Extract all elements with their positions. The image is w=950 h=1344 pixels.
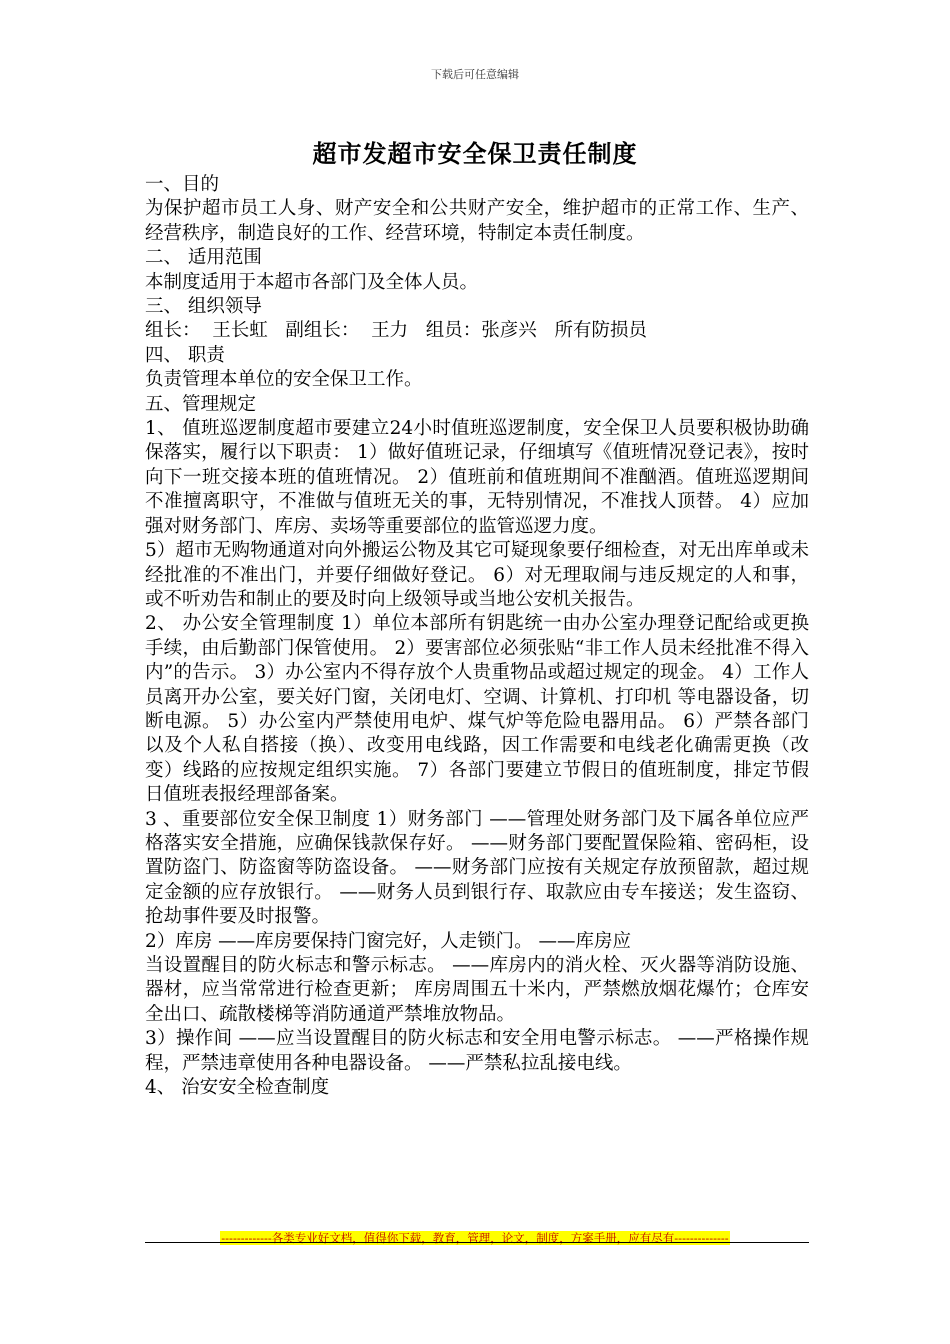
footer-banner: [0, 1227, 950, 1246]
rule-warehouse-continued: 当设置醒目的防火标志和警示标志。 ——库房内的消火栓、灭火器等消防设施、器材，应当常常进行检查更新； 库房周围五十米内，严禁燃放烟花爆竹；仓库安全出口、疏散楼梯等消防通道严禁堆放物品。: [145, 955, 809, 1025]
header-note: 下载后可任意编辑: [431, 68, 519, 81]
rule-patrol-continued: 5）超市无购物通道对向外搬运公物及其它可疑现象要仔细检查，对无出库单或未经批准的不准出门，并要仔细做好登记。 6）对无理取闹与违反规定的人和事，或不听劝告和制止的要及时向上级领导或当地公安机关报告。: [145, 540, 809, 610]
rule-office-safety: 2、 办公安全管理制度 1）单位本部所有钥匙统一由办公室办理登记配给或更换手续，由后勤部门保管使用。 2）要害部位必须张贴“非工作人员未经批准不得入内”的告示。 3）办公室内不得存放个人贵重物品或超过规定的现金。 4）工作人员离开办公室，要关好门窗，关闭电灯、空调、计算机、打印机 等电器设备，切断电源。 5）办公室内严禁使用电炉、煤气炉等危险电器用品。 6）严禁各部门以及个人私自搭接（换）、改变用电线路，因工作需要和电线老化确需更换（改变）线路的应按规定组织实施。 7）各部门要建立节假日的值班制度，排定节假日值班表报经理部备案。: [145, 613, 809, 806]
document-body: [145, 173, 809, 1100]
scope-text: 本制度适用于本超市各部门及全体人员。: [145, 271, 479, 293]
purpose-text: 为保护超市员工人身、财产安全和公共财产安全，维护超市的正常工作、生产、经营秩序，制造良好的工作、经营环境，特制定本责任制度。: [145, 198, 809, 244]
footer-banner-text: -------------各类专业好文档，值得你下载，教育，管理，论文，制度，方案手册，应有尽有--------------: [221, 1231, 729, 1245]
section-heading-organization: 三、 组织领导: [145, 296, 262, 318]
footer-divider: [145, 1242, 809, 1243]
section-heading-duties: 四、 职责: [145, 344, 225, 366]
section-heading-rules: 五、管理规定: [145, 393, 257, 415]
rule-warehouse: 2）库房 ——库房要保持门窗完好，人走锁门。 ——库房应: [145, 930, 632, 952]
section-heading-scope: 二、 适用范围: [145, 247, 262, 269]
duties-text: 负责管理本单位的安全保卫工作。: [145, 369, 423, 391]
rule-patrol: 1、 值班巡逻制度超市要建立24小时值班巡逻制度，安全保卫人员要积极协助确保落实，履行以下职责： 1）做好值班记录，仔细填写《值班情况登记表》，按时向下一班交接本班的值班情况。 2）值班前和值班期间不准酗酒。值班巡逻期间不准擅离职守，不准做与值班无关的事，无特别情况，不准找人顶替。 4）应加强对财务部门、库房、卖场等重要部位的监管巡逻力度。: [145, 418, 809, 537]
rule-key-areas: 3 、重要部位安全保卫制度 1）财务部门 ——管理处财务部门及下属各单位应严格落实安全措施，应确保钱款保存好。 ——财务部门要配置保险箱、密码柜，设置防盗门、防盗窗等防盗设备。 ——财务部门应按有关规定存放预留款，超过规定金额的应存放银行。 ——财务人员到银行存、取款应由专车接送；发生盗窃、抢劫事件要及时报警。: [145, 808, 809, 928]
organization-text: 组长： 王长虹 副组长： 王力 组员：张彦兴 所有防损员: [145, 320, 647, 342]
rule-security-check: 4、 治安安全检查制度: [145, 1077, 330, 1099]
rule-operation-room: 3）操作间 ——应当设置醒目的防火标志和安全用电警示标志。 ——严格操作规程，严禁违章使用各种电器设备。 ——严禁私拉乱接电线。: [145, 1028, 809, 1074]
document-title: 超市发超市安全保卫责任制度: [312, 139, 638, 168]
section-heading-purpose: 一、目的: [145, 174, 220, 195]
